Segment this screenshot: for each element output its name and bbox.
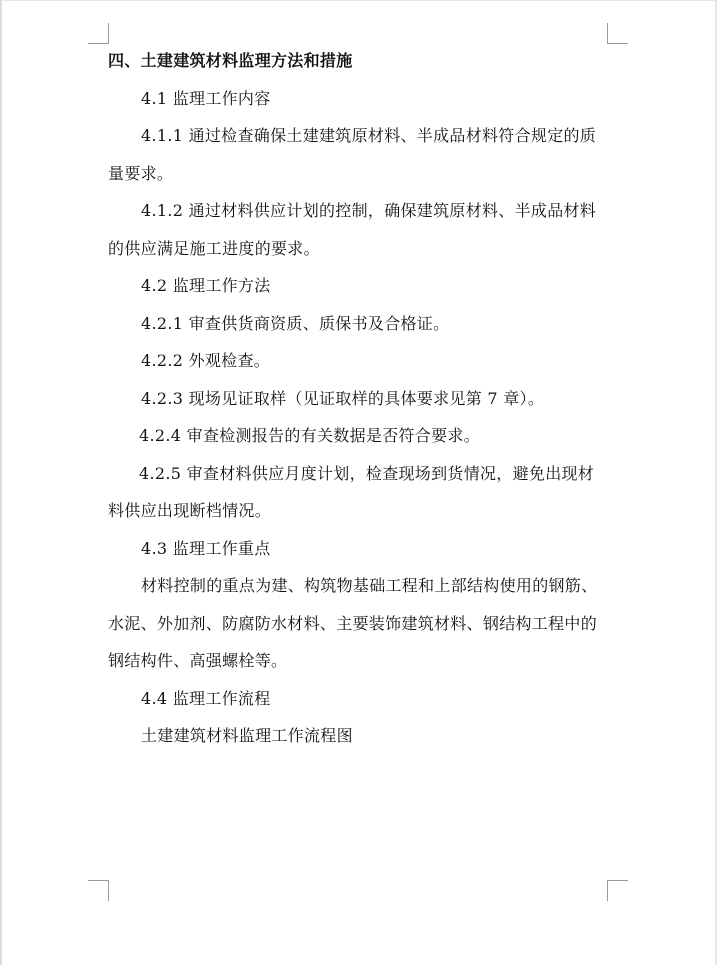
subsection-title-4-3: 4.3 监理工作重点 [141, 538, 271, 558]
paragraph-4-2-4: 4.2.4 审查检测报告的有关数据是否符合要求。 [139, 426, 480, 445]
paragraph-4-3-line-1: 材料控制的重点为建、构筑物基础工程和上部结构使用的钢筋、 [141, 576, 598, 595]
document-body [108, 42, 608, 755]
paragraph-4-1-1-line-1: 4.1.1 通过检查确保土建建筑原材料、半成品材料符合规定的质 [141, 126, 597, 145]
page-top-edge [0, 0, 717, 1]
paragraph-4-2-3: 4.2.3 现场见证取样（见证取样的具体要求见第 7 章）。 [141, 388, 545, 408]
paragraph-4-1-2-line-1: 4.1.2 通过材料供应计划的控制，确保建筑原材料、半成品材料 [141, 201, 597, 220]
paragraph-4-2-5-line-2: 料供应出现断档情况。 [108, 501, 272, 520]
paragraph-4-2-1: 4.2.1 审查供货商资质、质保书及合格证。 [141, 313, 450, 333]
page-left-edge [0, 0, 2, 965]
subsection-title-4-1: 4.1 监理工作内容 [141, 88, 271, 108]
section-heading: 四、土建建筑材料监理方法和措施 [108, 51, 353, 70]
paragraph-4-3-line-2: 水泥、外加剂、防腐防水材料、主要装饰建筑材料、钢结构工程中的 [108, 613, 598, 633]
paragraph-4-3-line-3: 钢结构件、高强螺栓等。 [108, 651, 288, 670]
crop-mark-bottom-left [88, 880, 109, 901]
paragraph-4-1-2-line-2: 的供应满足施工进度的要求。 [108, 238, 320, 258]
subsection-title-4-4: 4.4 监理工作流程 [141, 688, 271, 708]
paragraph-4-2-5-line-1: 4.2.5 审查材料供应月度计划，检查现场到货情况，避免出现材 [139, 463, 595, 483]
subsection-title-4-2: 4.2 监理工作方法 [141, 276, 271, 295]
crop-mark-bottom-right [607, 880, 628, 901]
crop-mark-top-left [88, 23, 109, 44]
paragraph-4-2-2: 4.2.2 外观检查。 [141, 351, 271, 370]
crop-mark-top-right [607, 23, 628, 44]
flowchart-caption: 土建建筑材料监理工作流程图 [141, 726, 353, 745]
paragraph-4-1-1-line-2: 量要求。 [108, 163, 174, 183]
